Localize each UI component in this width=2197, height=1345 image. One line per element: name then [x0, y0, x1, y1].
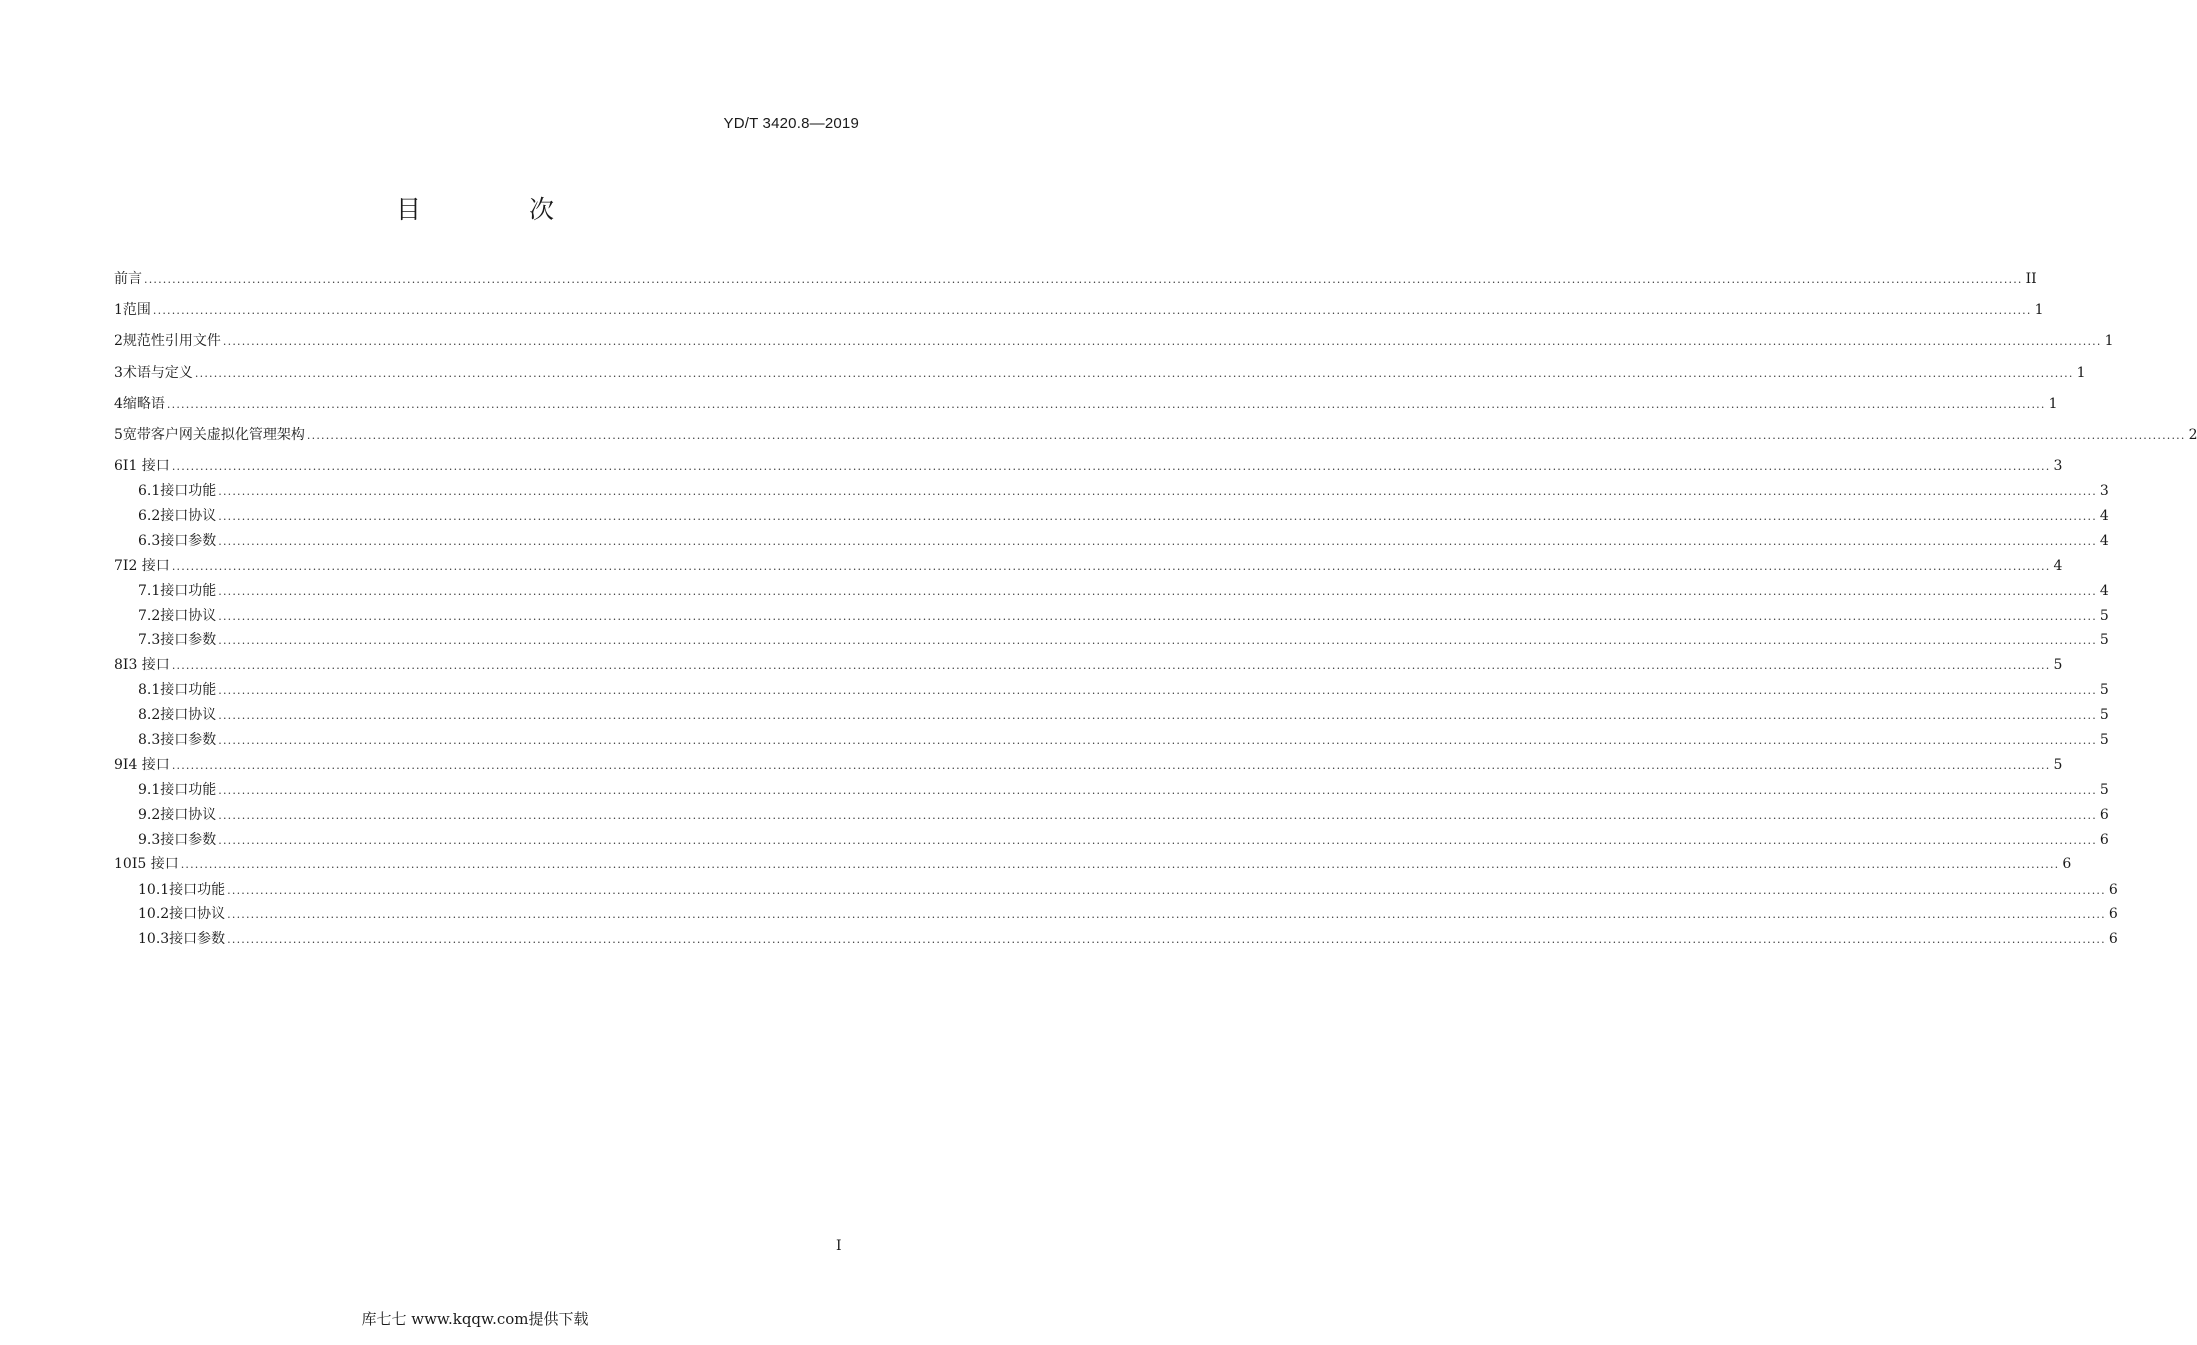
toc-entry-page: 5	[2053, 756, 2063, 773]
toc-entry-page: 6	[2108, 931, 2118, 948]
toc-entry-page: 1	[2034, 302, 2044, 319]
footer-text: 库七七 www.kqqw.com提供下载	[361, 1310, 589, 1328]
toc-entry-page: 5	[2099, 707, 2109, 724]
toc-entry-label: I5 接口	[131, 856, 179, 873]
toc-entry-page: 2	[2188, 426, 2197, 443]
toc-entry-label: I2 接口	[122, 557, 170, 574]
toc-entry-page: 5	[2053, 657, 2063, 674]
toc-entry-label: 接口协议	[160, 707, 217, 724]
toc-entry-page: 4	[2099, 582, 2109, 599]
toc-entry[interactable]	[114, 903, 2118, 928]
toc-entry-label: 接口参数	[160, 532, 217, 549]
toc-leader-dots: ................................................................................................................................................................................................................................................................................................................................................................................................................	[218, 485, 2097, 499]
toc-entry[interactable]	[114, 505, 2109, 530]
toc-entry[interactable]	[114, 362, 2086, 393]
toc-entry-page: 6	[2062, 856, 2072, 873]
toc-entry-label: 宽带客户网关虚拟化管理架构	[122, 426, 305, 443]
toc-entry[interactable]	[114, 928, 2118, 953]
toc-leader-dots: ................................................................................................................................................................................................................................................................................................................................................................................................................	[218, 634, 2097, 648]
toc-entry-number: 10	[114, 856, 132, 873]
toc-leader-dots: ................................................................................................................................................................................................................................................................................................................................................................................................................	[171, 659, 2051, 673]
toc-leader-dots: ................................................................................................................................................................................................................................................................................................................................................................................................................	[227, 883, 2106, 897]
toc-entry-number: 8	[114, 657, 123, 674]
toc-leader-dots: ................................................................................................................................................................................................................................................................................................................................................................................................................	[218, 833, 2097, 847]
toc-entry-page: 6	[2099, 831, 2109, 848]
toc-entry-page: 5	[2099, 632, 2109, 649]
toc-entry-number: 4	[114, 395, 123, 412]
toc-entry-number: 9	[114, 756, 123, 773]
toc-entry-number: 9.1	[138, 782, 161, 799]
page-number: I	[836, 1238, 842, 1254]
toc-entry-page: 5	[2099, 607, 2109, 624]
toc-entry[interactable]	[114, 268, 2037, 299]
toc-entry[interactable]	[114, 580, 2109, 605]
toc-entry[interactable]	[114, 779, 2109, 804]
toc-entry-label: 接口参数	[160, 732, 217, 749]
toc-entry-label: 术语与定义	[122, 364, 193, 381]
toc-entry-label: I4 接口	[122, 756, 170, 773]
toc-entry-number: 6.1	[138, 483, 161, 500]
toc-entry-label: 接口协议	[160, 806, 217, 823]
toc-entry-label: 接口协议	[169, 906, 226, 923]
toc-leader-dots: ................................................................................................................................................................................................................................................................................................................................................................................................................	[218, 709, 2097, 723]
toc-leader-dots: ................................................................................................................................................................................................................................................................................................................................................................................................................	[171, 460, 2051, 474]
toc-entry-label: 前言	[114, 271, 142, 287]
toc-leader-dots: ................................................................................................................................................................................................................................................................................................................................................................................................................	[171, 758, 2051, 772]
toc-entry-number: 2	[114, 333, 123, 350]
toc-entry-number: 6.3	[138, 532, 161, 549]
toc-entry-page: 5	[2099, 782, 2109, 799]
toc-entry[interactable]	[114, 704, 2109, 729]
toc-entry[interactable]	[114, 424, 2197, 455]
toc-leader-dots: ................................................................................................................................................................................................................................................................................................................................................................................................................	[218, 510, 2097, 524]
toc-entry-number: 10.2	[138, 906, 170, 923]
toc-entry-page: 4	[2099, 532, 2109, 549]
toc-leader-dots: ................................................................................................................................................................................................................................................................................................................................................................................................................	[152, 304, 2032, 318]
toc-entry-page: 1	[2076, 364, 2086, 381]
toc-entry-label: 接口功能	[160, 782, 217, 799]
toc-entry-page: 6	[2099, 806, 2109, 823]
toc-entry[interactable]	[114, 605, 2109, 630]
toc-leader-dots: ................................................................................................................................................................................................................................................................................................................................................................................................................	[144, 273, 2023, 286]
toc-entry[interactable]	[114, 879, 2118, 904]
toc-leader-dots: ................................................................................................................................................................................................................................................................................................................................................................................................................	[171, 559, 2051, 573]
toc-entry-number: 7	[114, 557, 123, 574]
toc-leader-dots: ................................................................................................................................................................................................................................................................................................................................................................................................................	[218, 784, 2097, 798]
toc-entry-number: 6	[114, 458, 123, 475]
toc-leader-dots: ................................................................................................................................................................................................................................................................................................................................................................................................................	[218, 534, 2097, 548]
toc-entry-number: 5	[114, 426, 123, 443]
toc-entry-number: 8.3	[138, 732, 161, 749]
toc-entry-number: 9.2	[138, 806, 161, 823]
toc-entry-number: 1	[114, 302, 123, 319]
toc-leader-dots: ................................................................................................................................................................................................................................................................................................................................................................................................................	[218, 808, 2097, 822]
toc-leader-dots: ................................................................................................................................................................................................................................................................................................................................................................................................................	[306, 428, 2186, 442]
toc-entry-label: 接口协议	[160, 607, 217, 624]
toc-entry-page: II	[2025, 271, 2037, 287]
toc-entry-number: 3	[114, 364, 123, 381]
toc-entry-label: 接口功能	[160, 483, 217, 500]
toc-entry[interactable]	[114, 629, 2109, 654]
toc-entry-label: 接口功能	[160, 582, 217, 599]
toc-entry-label: 接口参数	[160, 632, 217, 649]
table-of-contents	[114, 268, 2197, 953]
toc-entry-label: I1 接口	[122, 458, 170, 475]
standard-code: YD/T 3420.8—2019	[723, 115, 859, 132]
page-title: 目 次	[396, 195, 604, 224]
toc-entry[interactable]	[114, 330, 2114, 361]
toc-leader-dots: ................................................................................................................................................................................................................................................................................................................................................................................................................	[166, 397, 2046, 411]
toc-entry-number: 9.3	[138, 831, 161, 848]
toc-entry-number: 7.1	[138, 582, 161, 599]
toc-entry-number: 10.1	[138, 881, 170, 898]
toc-entry-label: 规范性引用文件	[122, 333, 221, 350]
toc-entry[interactable]	[114, 829, 2109, 854]
toc-entry-number: 8.1	[138, 682, 161, 699]
toc-entry-number: 8.2	[138, 707, 161, 724]
toc-leader-dots: ................................................................................................................................................................................................................................................................................................................................................................................................................	[218, 584, 2097, 598]
toc-entry-number: 6.2	[138, 508, 161, 525]
toc-leader-dots: ................................................................................................................................................................................................................................................................................................................................................................................................................	[194, 366, 2074, 380]
toc-entry-label: 接口协议	[160, 508, 217, 525]
toc-entry-label: I3 接口	[122, 657, 170, 674]
toc-entry[interactable]	[114, 679, 2109, 704]
toc-entry[interactable]	[114, 804, 2109, 829]
toc-leader-dots: ................................................................................................................................................................................................................................................................................................................................................................................................................	[218, 609, 2097, 623]
toc-leader-dots: ................................................................................................................................................................................................................................................................................................................................................................................................................	[227, 933, 2106, 947]
toc-entry-label: 接口参数	[169, 931, 226, 948]
toc-entry-label: 接口功能	[160, 682, 217, 699]
toc-entry[interactable]	[114, 530, 2109, 555]
toc-entry-page: 3	[2053, 458, 2063, 475]
toc-entry-label: 接口参数	[160, 831, 217, 848]
toc-leader-dots: ................................................................................................................................................................................................................................................................................................................................................................................................................	[227, 908, 2106, 922]
toc-entry-page: 5	[2099, 732, 2109, 749]
toc-entry-page: 3	[2099, 483, 2109, 500]
toc-entry-page: 6	[2108, 906, 2118, 923]
toc-entry-label: 缩略语	[122, 395, 165, 412]
toc-entry-page: 1	[2048, 395, 2058, 412]
toc-entry[interactable]	[114, 480, 2109, 505]
toc-entry-number: 10.3	[138, 931, 170, 948]
toc-leader-dots: ................................................................................................................................................................................................................................................................................................................................................................................................................	[222, 335, 2102, 349]
toc-entry-page: 1	[2104, 333, 2114, 350]
toc-entry-page: 5	[2099, 682, 2109, 699]
toc-entry-number: 7.2	[138, 607, 161, 624]
toc-entry-label: 范围	[122, 302, 151, 319]
toc-leader-dots: ................................................................................................................................................................................................................................................................................................................................................................................................................	[218, 684, 2097, 698]
toc-entry-number: 7.3	[138, 632, 161, 649]
toc-entry-page: 4	[2053, 557, 2063, 574]
toc-leader-dots: ................................................................................................................................................................................................................................................................................................................................................................................................................	[180, 858, 2060, 872]
toc-entry[interactable]	[114, 299, 2044, 330]
toc-entry[interactable]	[114, 393, 2058, 424]
toc-entry-label: 接口功能	[169, 881, 226, 898]
toc-entry-page: 4	[2099, 508, 2109, 525]
toc-entry-page: 6	[2108, 881, 2118, 898]
toc-entry[interactable]	[114, 729, 2109, 754]
toc-leader-dots: ................................................................................................................................................................................................................................................................................................................................................................................................................	[218, 734, 2097, 748]
